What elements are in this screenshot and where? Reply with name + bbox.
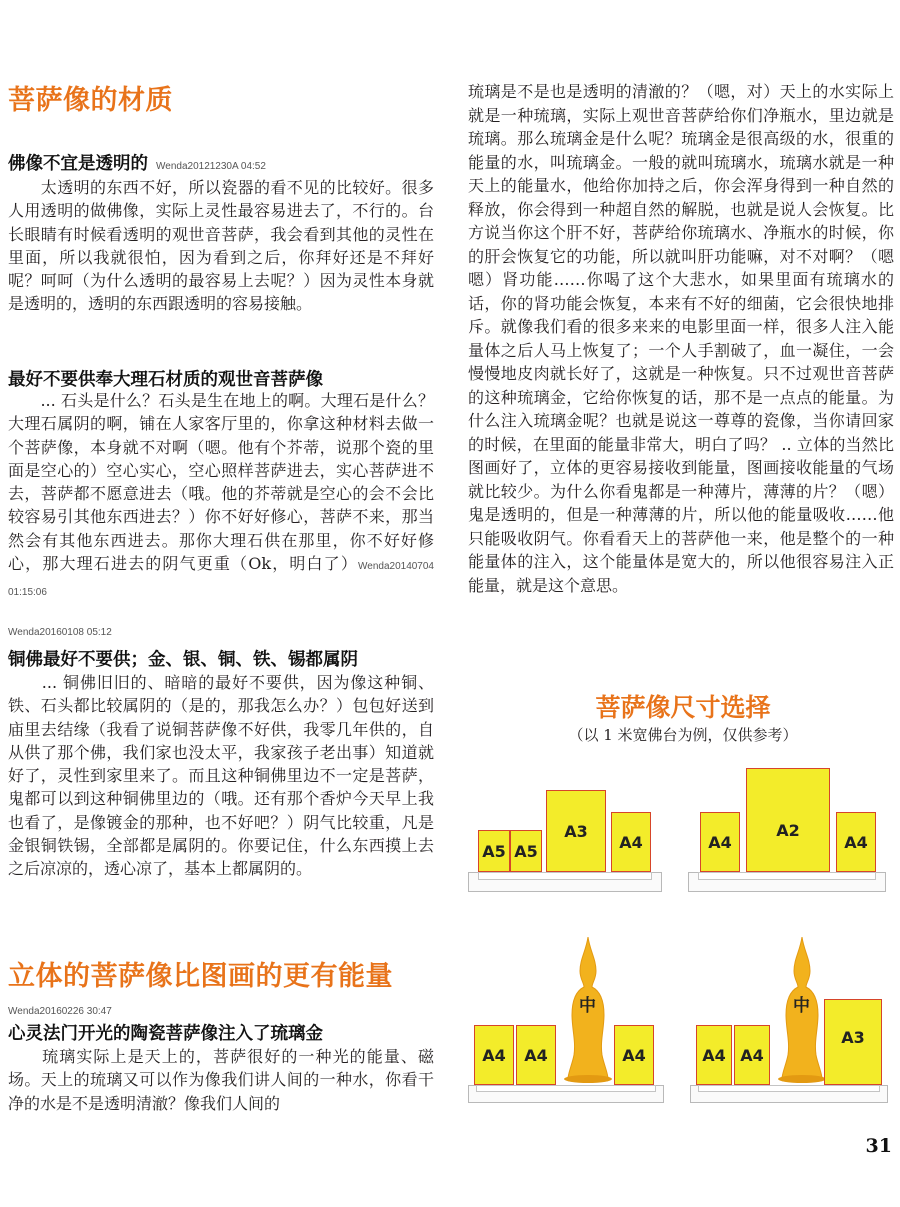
- statue-box: A4: [696, 1025, 732, 1085]
- paragraph-continued: 琉璃是不是也是透明的清澈的？（嗯，对）天上的水实际上就是一种琉璃，实际上观世音菩萨给你们净瓶水，里边就是琉璃。那么琉璃金是什么呢？琉璃金是很高级的水，很重的能量的水，叫琉璃金。一般的就叫琉璃水，琉璃水就是一种天上的能量水，他给你加持之后，你会浑身得到一种自然的释放，你会得到一种超自然的解脱，也就是说人会恢复。比方说当你这个肝不好，菩萨给你琉璃水、净瓶水的时候，你的肝会恢复它的功能，所以就叫肝功能嘛，对不对啊？（嗯嗯）肾功能……你喝了这个大悲水，如果里面有琉璃水的话，你的肾功能会恢复，本来有不好的细菌，它会很快地排斥。就像我们看的很多来来的电影里面一样，很多人注入能量体之后人马上恢复了；一个人手割破了，血一凝住，一会慢慢地皮肉就长好了，这就是一种恢复。只不过观世音菩萨的这种琉璃金，它给你恢复的话，那不是一点点的能量。为什么注入琉璃金呢？也就是说这一尊尊的瓷像，当你请回家的时候，在里面的能量非常大，明白了吗？ .. 立体的当然比图画好了，立体的更容易接收到能量，图画接收能量的气场就比较少。为什么你看鬼都是一种薄片，薄薄的片？（嗯）鬼是透明的，但是一种薄薄的片，所以他的能量吸收……他只能吸收阴气。你看看天上的菩萨他一来，他是整个的一种能量体的注入，这个能量体是宽大的，所以他很容易注入正能量，就是这个意思。: [468, 82, 894, 595]
- center-statue-label: 中: [579, 996, 596, 1016]
- altar-base-top: [476, 1085, 656, 1092]
- size-guide-subtitle: （以 1 米宽佛台为例，仅供参考）: [568, 726, 798, 744]
- altar-diagram-1: [468, 780, 668, 900]
- subsection-title-text: 佛像不宜是透明的: [8, 154, 148, 174]
- statue-box: A3: [546, 790, 606, 872]
- subsection-title-transparent: [8, 150, 266, 175]
- right-column: [468, 80, 894, 597]
- section-title-material: 菩萨像的材质: [8, 85, 173, 116]
- statue-box: A3: [824, 999, 882, 1085]
- altar-diagram-3: [468, 935, 668, 1095]
- section-title-energy: 立体的菩萨像比图画的更有能量: [8, 961, 393, 992]
- timestamp: Wenda20121230A 04:52: [156, 161, 266, 172]
- statue-box: A4: [700, 812, 740, 872]
- altar-base-top: [698, 1085, 880, 1092]
- paragraph-ceramic: 琉璃实际上是天上的，菩萨很好的一种光的能量、磁场。天上的琉璃又可以作为像我们讲人间的一种水，你看干净的水是不是透明清澈？像我们人间的: [8, 1047, 434, 1113]
- altar-diagram-2: [688, 765, 888, 900]
- paragraph-marble: [8, 389, 434, 605]
- statue-box: A4: [734, 1025, 770, 1085]
- altar-diagram-4: [690, 935, 890, 1095]
- paragraph-marble-text: ... 石头是什么？石头是生在地上的啊。大理石是什么？大理石属阴的啊，铺在人家客厅里的，你拿这种材料去做一个菩萨像，本身就不对啊（嗯。他有个芥蒂，说那个瓷的里面是空心的）空心实心，空心照样菩萨进去，实心菩萨进不去，菩萨都不愿意进去（哦。他的芥蒂就是空心的会不会比较容易引其他东西进去？）你不好好修心，菩萨不来，那当然会有其他东西进去。那你大理石供在那里，你不好好修心，那大理石进去的阴气更重（Ok，明白了）: [8, 391, 434, 574]
- statue-box: A5: [478, 830, 510, 872]
- size-guide-title: 菩萨像尺寸选择: [595, 693, 771, 722]
- altar-base-top: [478, 872, 652, 880]
- statue-box: A4: [614, 1025, 654, 1085]
- subsection-title-marble: 最好不要供奉大理石材质的观世音菩萨像: [8, 370, 323, 390]
- altar-base-top: [698, 872, 876, 880]
- paragraph-copper: ... 铜佛旧旧的、暗暗的最好不要供，因为像这种铜、铁、石头都比较属阴的（是的，那我怎么办？）包包好送到庙里去结缘（我看了说铜菩萨像不好供，我零几年供的，自从供了那个佛，我们家也没太平，我家孩子老出事）知道就好了，灵性到家里来了。而且这种铜佛里边不一定是菩萨，鬼都可以到这种铜佛里边的（哦。还有那个香炉今天早上我也看了，是像镀金的那种，也不好吧？）阴气比较重，凡是金银铜铁锡，全部都是属阴的。你要记住，什么东西摸上去之后凉凉的，透心凉了，基本上都属阴的。: [8, 673, 434, 879]
- statue-box: A4: [611, 812, 651, 872]
- statue-box: A4: [836, 812, 876, 872]
- timestamp: Wenda20160226 30:47: [8, 1006, 112, 1017]
- subsection-title-ceramic: 心灵法门开光的陶瓷菩萨像注入了琉璃金: [8, 1024, 323, 1044]
- statue-box: A2: [746, 768, 830, 872]
- subsection-title-copper: 铜佛最好不要供；金、银、铜、铁、锡都属阴: [8, 650, 358, 670]
- paragraph-transparent: 太透明的东西不好，所以瓷器的看不见的比较好。很多人用透明的做佛像，实际上灵性最容易进去了，不行的。台长眼睛有时候看透明的观世音菩萨，我会看到其他的灵性在里面，所以我就很怕，因为看到之后，你拜好还是不拜好呢？呵呵（为什么透明的最容易上去呢？）因为灵性本身就是透明的，透明的东西跟透明的容易接触。: [8, 178, 434, 314]
- center-statue-label: 中: [793, 996, 810, 1016]
- statue-box: A5: [510, 830, 542, 872]
- statue-box: A4: [516, 1025, 556, 1085]
- timestamp: Wenda20140704 01:15:06: [8, 561, 434, 599]
- timestamp: Wenda20160108 05:12: [8, 627, 112, 638]
- statue-box: A4: [474, 1025, 514, 1085]
- page-number: 31: [865, 1135, 892, 1157]
